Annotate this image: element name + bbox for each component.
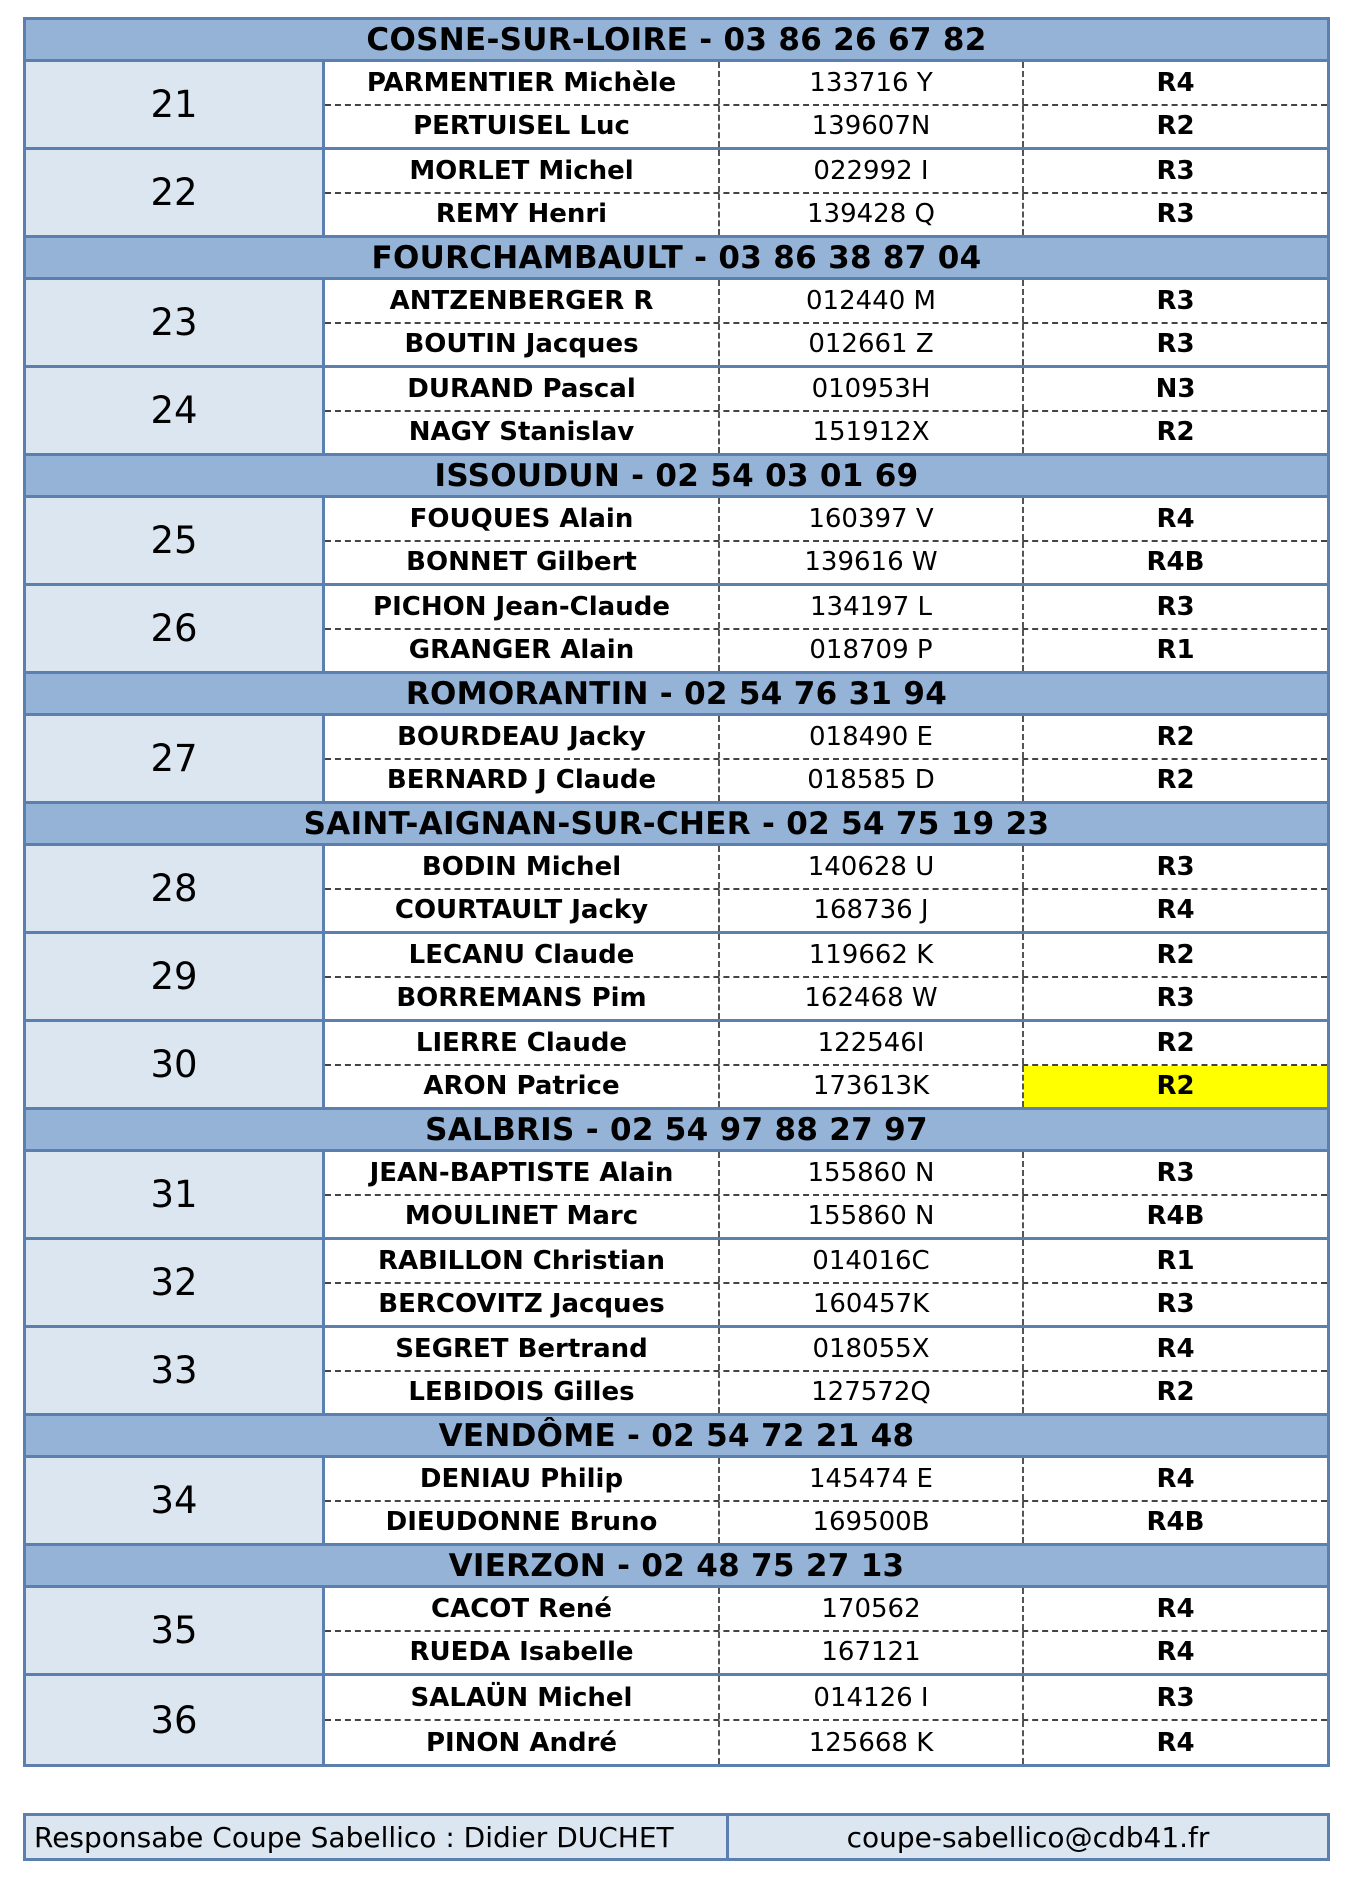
player-license: 160397 V <box>720 498 1024 540</box>
team-block <box>26 368 1327 456</box>
team-number: 33 <box>26 1328 325 1413</box>
player-row <box>325 1630 1327 1674</box>
team-roster-table <box>23 17 1330 1767</box>
footer-responsible: Responsabe Coupe Sabellico : Didier DUCHET <box>26 1816 729 1858</box>
player-license: 018490 E <box>720 716 1024 758</box>
player-name: REMY Henri <box>325 194 720 236</box>
player-name: BERNARD J Claude <box>325 760 720 802</box>
player-name: BORREMANS Pim <box>325 978 720 1020</box>
player-row <box>325 1458 1327 1500</box>
player-row <box>325 62 1327 104</box>
club-header: FOURCHAMBAULT - 03 86 38 87 04 <box>26 238 1327 280</box>
player-license: 162468 W <box>720 978 1024 1020</box>
team-block <box>26 280 1327 368</box>
player-license: 139616 W <box>720 542 1024 584</box>
player-license: 139607N <box>720 106 1024 148</box>
player-name: PERTUISEL Luc <box>325 106 720 148</box>
player-row <box>325 150 1327 192</box>
team-block <box>26 1328 1327 1416</box>
team-number: 30 <box>26 1022 325 1107</box>
player-class: R4B <box>1146 547 1205 578</box>
player-license: 122546I <box>720 1022 1024 1064</box>
player-name: ARON Patrice <box>325 1066 720 1108</box>
player-name: BERCOVITZ Jacques <box>325 1284 720 1326</box>
team-block <box>26 498 1327 586</box>
player-class: R4 <box>1156 895 1195 926</box>
player-name: BODIN Michel <box>325 846 720 888</box>
player-row <box>325 586 1327 628</box>
club-header: SAINT-AIGNAN-SUR-CHER - 02 54 75 19 23 <box>26 804 1327 846</box>
player-row <box>325 1282 1327 1326</box>
player-name: NAGY Stanislav <box>325 412 720 454</box>
club-header: ISSOUDUN - 02 54 03 01 69 <box>26 456 1327 498</box>
player-class: R4 <box>1156 1727 1195 1758</box>
player-row <box>325 280 1327 322</box>
team-block <box>26 716 1327 804</box>
player-class: R3 <box>1156 329 1195 360</box>
player-class: R4 <box>1156 1463 1195 1494</box>
player-class: R2 <box>1024 1066 1327 1108</box>
player-class: R3 <box>1156 285 1195 316</box>
footer-bar <box>23 1813 1330 1861</box>
player-class: R1 <box>1156 635 1195 666</box>
player-name: LECANU Claude <box>325 934 720 976</box>
player-name: LEBIDOIS Gilles <box>325 1372 720 1414</box>
team-number: 31 <box>26 1152 325 1237</box>
team-number: 28 <box>26 846 325 931</box>
player-class: R2 <box>1156 1027 1195 1058</box>
player-row <box>325 1152 1327 1194</box>
player-name: SEGRET Bertrand <box>325 1328 720 1370</box>
player-name: DENIAU Philip <box>325 1458 720 1500</box>
player-name: DURAND Pascal <box>325 368 720 410</box>
team-block <box>26 1458 1327 1546</box>
team-block <box>26 934 1327 1022</box>
team-block <box>26 846 1327 934</box>
player-license: 160457K <box>720 1284 1024 1326</box>
player-row <box>325 1719 1327 1764</box>
team-block <box>26 586 1327 674</box>
player-class: R4 <box>1156 503 1195 534</box>
team-block <box>26 1152 1327 1240</box>
player-name: BONNET Gilbert <box>325 542 720 584</box>
player-row <box>325 846 1327 888</box>
player-license: 125668 K <box>720 1721 1024 1764</box>
team-block <box>26 1676 1327 1764</box>
player-license: 170562 <box>720 1588 1024 1630</box>
player-name: DIEUDONNE Bruno <box>325 1502 720 1544</box>
player-license: 018709 P <box>720 630 1024 672</box>
player-class: R4B <box>1146 1201 1205 1232</box>
player-license: 014126 I <box>720 1676 1024 1719</box>
club-header: ROMORANTIN - 02 54 76 31 94 <box>26 674 1327 716</box>
player-class: R2 <box>1156 939 1195 970</box>
player-row <box>325 888 1327 932</box>
player-name: LIERRE Claude <box>325 1022 720 1064</box>
player-row <box>325 368 1327 410</box>
player-license: 155860 N <box>720 1152 1024 1194</box>
player-row <box>325 628 1327 672</box>
club-header: VENDÔME - 02 54 72 21 48 <box>26 1416 1327 1458</box>
team-number: 27 <box>26 716 325 801</box>
player-class: R4B <box>1146 1507 1205 1538</box>
player-class: R3 <box>1156 1682 1195 1713</box>
player-row <box>325 758 1327 802</box>
player-row <box>325 1240 1327 1282</box>
team-block <box>26 62 1327 150</box>
player-license: 134197 L <box>720 586 1024 628</box>
player-license: 119662 K <box>720 934 1024 976</box>
player-row <box>325 1370 1327 1414</box>
player-license: 127572Q <box>720 1372 1024 1414</box>
player-row <box>325 1064 1327 1108</box>
player-name: BOURDEAU Jacky <box>325 716 720 758</box>
player-class: R4 <box>1156 1593 1195 1624</box>
team-number: 35 <box>26 1588 325 1673</box>
team-block <box>26 150 1327 238</box>
player-name: PARMENTIER Michèle <box>325 62 720 104</box>
player-name: CACOT René <box>325 1588 720 1630</box>
player-license: 173613K <box>720 1066 1024 1108</box>
player-class: R3 <box>1156 1289 1195 1320</box>
player-class: R4 <box>1156 1333 1195 1364</box>
player-name: MORLET Michel <box>325 150 720 192</box>
team-number: 25 <box>26 498 325 583</box>
player-row <box>325 540 1327 584</box>
player-license: 151912X <box>720 412 1024 454</box>
player-row <box>325 410 1327 454</box>
player-row <box>325 934 1327 976</box>
player-class: R3 <box>1156 983 1195 1014</box>
player-license: 010953H <box>720 368 1024 410</box>
player-license: 018055X <box>720 1328 1024 1370</box>
player-row <box>325 104 1327 148</box>
player-class: R3 <box>1156 155 1195 186</box>
team-block <box>26 1588 1327 1676</box>
player-license: 145474 E <box>720 1458 1024 1500</box>
player-row <box>325 1328 1327 1370</box>
club-header: COSNE-SUR-LOIRE - 03 86 26 67 82 <box>26 20 1327 62</box>
player-license: 168736 J <box>720 890 1024 932</box>
team-number: 21 <box>26 62 325 147</box>
player-row <box>325 1676 1327 1719</box>
player-class: R3 <box>1156 591 1195 622</box>
player-class: R2 <box>1156 417 1195 448</box>
player-row <box>325 1500 1327 1544</box>
player-license: 012661 Z <box>720 324 1024 366</box>
player-class: R2 <box>1156 1377 1195 1408</box>
player-class: R4 <box>1156 67 1195 98</box>
team-number: 22 <box>26 150 325 235</box>
team-number: 24 <box>26 368 325 453</box>
team-number: 36 <box>26 1676 325 1764</box>
player-name: PICHON Jean-Claude <box>325 586 720 628</box>
team-number: 26 <box>26 586 325 671</box>
player-row <box>325 1588 1327 1630</box>
player-row <box>325 716 1327 758</box>
player-class: N3 <box>1155 373 1196 404</box>
player-license: 022992 I <box>720 150 1024 192</box>
player-class: R2 <box>1156 111 1195 142</box>
club-header: VIERZON - 02 48 75 27 13 <box>26 1546 1327 1588</box>
player-name: MOULINET Marc <box>325 1196 720 1238</box>
player-license: 133716 Y <box>720 62 1024 104</box>
player-row <box>325 498 1327 540</box>
footer-email[interactable]: coupe-sabellico@cdb41.fr <box>846 1820 1210 1854</box>
player-license: 018585 D <box>720 760 1024 802</box>
player-row <box>325 322 1327 366</box>
player-license: 155860 N <box>720 1196 1024 1238</box>
player-license: 014016C <box>720 1240 1024 1282</box>
player-class: R2 <box>1156 721 1195 752</box>
player-row <box>325 1022 1327 1064</box>
player-name: FOUQUES Alain <box>325 498 720 540</box>
player-class: R3 <box>1156 1157 1195 1188</box>
player-license: 167121 <box>720 1632 1024 1674</box>
player-class: R2 <box>1156 765 1195 796</box>
team-number: 23 <box>26 280 325 365</box>
player-row <box>325 976 1327 1020</box>
player-row <box>325 192 1327 236</box>
player-license: 140628 U <box>720 846 1024 888</box>
player-name: ANTZENBERGER R <box>325 280 720 322</box>
player-name: SALAÜN Michel <box>325 1676 720 1719</box>
team-block <box>26 1022 1327 1110</box>
player-name: RUEDA Isabelle <box>325 1632 720 1674</box>
team-number: 32 <box>26 1240 325 1325</box>
team-number: 29 <box>26 934 325 1019</box>
player-class: R3 <box>1156 851 1195 882</box>
player-class: R1 <box>1156 1245 1195 1276</box>
player-name: BOUTIN Jacques <box>325 324 720 366</box>
player-license: 139428 Q <box>720 194 1024 236</box>
player-row <box>325 1194 1327 1238</box>
player-name: JEAN-BAPTISTE Alain <box>325 1152 720 1194</box>
player-class: R4 <box>1156 1637 1195 1668</box>
player-name: GRANGER Alain <box>325 630 720 672</box>
player-class: R3 <box>1156 199 1195 230</box>
player-license: 169500B <box>720 1502 1024 1544</box>
player-name: COURTAULT Jacky <box>325 890 720 932</box>
team-number: 34 <box>26 1458 325 1543</box>
club-header: SALBRIS - 02 54 97 88 27 97 <box>26 1110 1327 1152</box>
player-name: PINON André <box>325 1721 720 1764</box>
team-block <box>26 1240 1327 1328</box>
player-name: RABILLON Christian <box>325 1240 720 1282</box>
player-license: 012440 M <box>720 280 1024 322</box>
